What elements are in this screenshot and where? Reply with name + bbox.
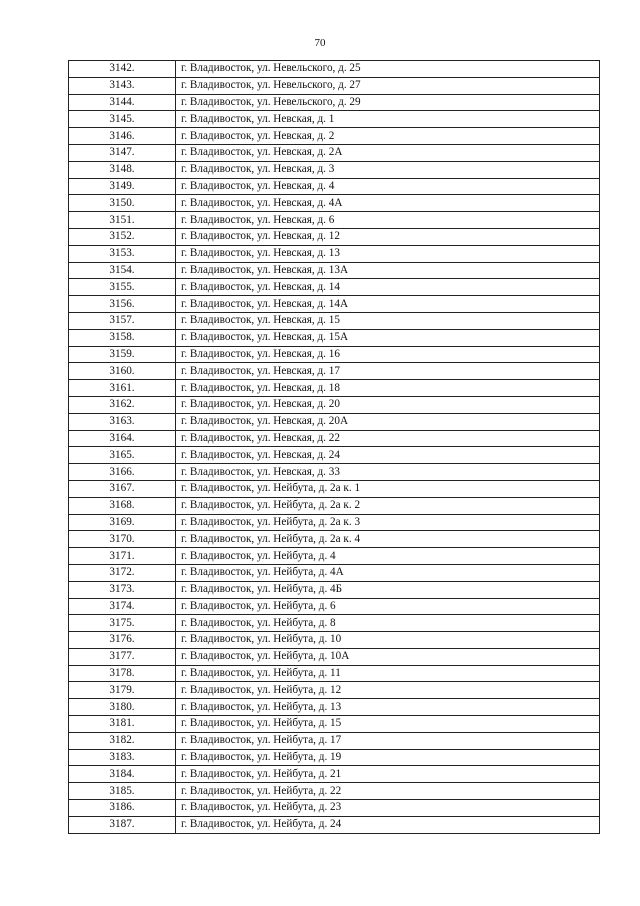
- row-number-cell: 3162.: [69, 396, 176, 413]
- address-cell: г. Владивосток, ул. Невская, д. 20А: [176, 413, 600, 430]
- row-number-cell: 3166.: [69, 464, 176, 481]
- table-row: [69, 363, 600, 380]
- address-cell: г. Владивосток, ул. Нейбута, д. 22: [176, 783, 600, 800]
- row-number-cell: 3164.: [69, 430, 176, 447]
- table-row: [69, 615, 600, 632]
- row-number-cell: 3174.: [69, 598, 176, 615]
- address-table: [68, 60, 600, 834]
- table-row: [69, 497, 600, 514]
- table-row: [69, 816, 600, 833]
- table-row: [69, 749, 600, 766]
- row-number-cell: 3168.: [69, 497, 176, 514]
- table-row: [69, 312, 600, 329]
- table-row: [69, 766, 600, 783]
- address-cell: г. Владивосток, ул. Невская, д. 4: [176, 178, 600, 195]
- row-number-cell: 3172.: [69, 564, 176, 581]
- table-row: [69, 413, 600, 430]
- row-number-cell: 3176.: [69, 632, 176, 649]
- address-cell: г. Владивосток, ул. Невская, д. 16: [176, 346, 600, 363]
- address-cell: г. Владивосток, ул. Нейбута, д. 4А: [176, 564, 600, 581]
- table-row: [69, 346, 600, 363]
- address-cell: г. Владивосток, ул. Невская, д. 12: [176, 228, 600, 245]
- address-cell: г. Владивосток, ул. Нейбута, д. 11: [176, 665, 600, 682]
- table-row: [69, 195, 600, 212]
- address-cell: г. Владивосток, ул. Невская, д. 14: [176, 279, 600, 296]
- address-cell: г. Владивосток, ул. Нейбута, д. 8: [176, 615, 600, 632]
- table-row: [69, 514, 600, 531]
- row-number-cell: 3187.: [69, 816, 176, 833]
- address-cell: г. Владивосток, ул. Нейбута, д. 2а к. 4: [176, 531, 600, 548]
- address-cell: г. Владивосток, ул. Невская, д. 14А: [176, 296, 600, 313]
- table-row: [69, 144, 600, 161]
- address-cell: г. Владивосток, ул. Нейбута, д. 15: [176, 716, 600, 733]
- table-row: [69, 128, 600, 145]
- address-cell: г. Владивосток, ул. Невская, д. 13А: [176, 262, 600, 279]
- address-cell: г. Владивосток, ул. Невельского, д. 27: [176, 77, 600, 94]
- table-row: [69, 279, 600, 296]
- row-number-cell: 3180.: [69, 699, 176, 716]
- table-row: [69, 598, 600, 615]
- table-row: [69, 665, 600, 682]
- address-cell: г. Владивосток, ул. Невская, д. 17: [176, 363, 600, 380]
- table-row: [69, 296, 600, 313]
- table-row: [69, 783, 600, 800]
- address-cell: г. Владивосток, ул. Невская, д. 18: [176, 380, 600, 397]
- address-cell: г. Владивосток, ул. Невская, д. 33: [176, 464, 600, 481]
- address-cell: г. Владивосток, ул. Невская, д. 15: [176, 312, 600, 329]
- row-number-cell: 3178.: [69, 665, 176, 682]
- table-row: [69, 380, 600, 397]
- address-cell: г. Владивосток, ул. Невельского, д. 29: [176, 94, 600, 111]
- row-number-cell: 3156.: [69, 296, 176, 313]
- row-number-cell: 3182.: [69, 732, 176, 749]
- table-row: [69, 581, 600, 598]
- table-row: [69, 548, 600, 565]
- table-row: [69, 648, 600, 665]
- row-number-cell: 3185.: [69, 783, 176, 800]
- address-cell: г. Владивосток, ул. Нейбута, д. 2а к. 3: [176, 514, 600, 531]
- address-table-body: [69, 61, 600, 834]
- table-row: [69, 94, 600, 111]
- table-row: [69, 111, 600, 128]
- address-cell: г. Владивосток, ул. Нейбута, д. 13: [176, 699, 600, 716]
- table-row: [69, 178, 600, 195]
- address-cell: г. Владивосток, ул. Нейбута, д. 12: [176, 682, 600, 699]
- row-number-cell: 3161.: [69, 380, 176, 397]
- address-cell: г. Владивосток, ул. Невская, д. 3: [176, 161, 600, 178]
- table-row: [69, 716, 600, 733]
- row-number-cell: 3170.: [69, 531, 176, 548]
- address-cell: г. Владивосток, ул. Нейбута, д. 4Б: [176, 581, 600, 598]
- table-row: [69, 161, 600, 178]
- row-number-cell: 3165.: [69, 447, 176, 464]
- table-row: [69, 212, 600, 229]
- page-number: 70: [314, 37, 326, 49]
- table-row: [69, 682, 600, 699]
- row-number-cell: 3177.: [69, 648, 176, 665]
- address-cell: г. Владивосток, ул. Невская, д. 4А: [176, 195, 600, 212]
- table-row: [69, 800, 600, 817]
- address-cell: г. Владивосток, ул. Нейбута, д. 2а к. 2: [176, 497, 600, 514]
- address-cell: г. Владивосток, ул. Невская, д. 20: [176, 396, 600, 413]
- table-row: [69, 447, 600, 464]
- table-row: [69, 245, 600, 262]
- row-number-cell: 3173.: [69, 581, 176, 598]
- address-cell: г. Владивосток, ул. Нейбута, д. 17: [176, 732, 600, 749]
- table-row: [69, 732, 600, 749]
- row-number-cell: 3171.: [69, 548, 176, 565]
- address-cell: г. Владивосток, ул. Невская, д. 6: [176, 212, 600, 229]
- table-row: [69, 396, 600, 413]
- row-number-cell: 3151.: [69, 212, 176, 229]
- table-row: [69, 329, 600, 346]
- address-cell: г. Владивосток, ул. Невская, д. 13: [176, 245, 600, 262]
- row-number-cell: 3144.: [69, 94, 176, 111]
- address-cell: г. Владивосток, ул. Невская, д. 2А: [176, 144, 600, 161]
- address-cell: г. Владивосток, ул. Невская, д. 22: [176, 430, 600, 447]
- table-row: [69, 564, 600, 581]
- row-number-cell: 3153.: [69, 245, 176, 262]
- row-number-cell: 3186.: [69, 800, 176, 817]
- table-row: [69, 480, 600, 497]
- table-row: [69, 262, 600, 279]
- table-row: [69, 699, 600, 716]
- address-cell: г. Владивосток, ул. Невская, д. 24: [176, 447, 600, 464]
- address-cell: г. Владивосток, ул. Невельского, д. 25: [176, 61, 600, 78]
- address-cell: г. Владивосток, ул. Нейбута, д. 21: [176, 766, 600, 783]
- row-number-cell: 3150.: [69, 195, 176, 212]
- table-row: [69, 61, 600, 78]
- row-number-cell: 3148.: [69, 161, 176, 178]
- row-number-cell: 3145.: [69, 111, 176, 128]
- row-number-cell: 3157.: [69, 312, 176, 329]
- row-number-cell: 3159.: [69, 346, 176, 363]
- row-number-cell: 3154.: [69, 262, 176, 279]
- address-cell: г. Владивосток, ул. Нейбута, д. 10: [176, 632, 600, 649]
- row-number-cell: 3158.: [69, 329, 176, 346]
- address-cell: г. Владивосток, ул. Невская, д. 15А: [176, 329, 600, 346]
- row-number-cell: 3184.: [69, 766, 176, 783]
- address-cell: г. Владивосток, ул. Нейбута, д. 4: [176, 548, 600, 565]
- row-number-cell: 3142.: [69, 61, 176, 78]
- row-number-cell: 3183.: [69, 749, 176, 766]
- row-number-cell: 3143.: [69, 77, 176, 94]
- row-number-cell: 3152.: [69, 228, 176, 245]
- address-cell: г. Владивосток, ул. Нейбута, д. 23: [176, 800, 600, 817]
- row-number-cell: 3147.: [69, 144, 176, 161]
- table-row: [69, 228, 600, 245]
- address-cell: г. Владивосток, ул. Невская, д. 1: [176, 111, 600, 128]
- table-row: [69, 464, 600, 481]
- row-number-cell: 3155.: [69, 279, 176, 296]
- row-number-cell: 3160.: [69, 363, 176, 380]
- table-row: [69, 430, 600, 447]
- table-row: [69, 77, 600, 94]
- row-number-cell: 3163.: [69, 413, 176, 430]
- row-number-cell: 3146.: [69, 128, 176, 145]
- address-cell: г. Владивосток, ул. Нейбута, д. 19: [176, 749, 600, 766]
- table-row: [69, 632, 600, 649]
- row-number-cell: 3175.: [69, 615, 176, 632]
- address-cell: г. Владивосток, ул. Нейбута, д. 24: [176, 816, 600, 833]
- table-row: [69, 531, 600, 548]
- row-number-cell: 3169.: [69, 514, 176, 531]
- address-cell: г. Владивосток, ул. Нейбута, д. 10А: [176, 648, 600, 665]
- row-number-cell: 3181.: [69, 716, 176, 733]
- row-number-cell: 3149.: [69, 178, 176, 195]
- address-cell: г. Владивосток, ул. Нейбута, д. 2а к. 1: [176, 480, 600, 497]
- row-number-cell: 3179.: [69, 682, 176, 699]
- address-cell: г. Владивосток, ул. Нейбута, д. 6: [176, 598, 600, 615]
- address-cell: г. Владивосток, ул. Невская, д. 2: [176, 128, 600, 145]
- row-number-cell: 3167.: [69, 480, 176, 497]
